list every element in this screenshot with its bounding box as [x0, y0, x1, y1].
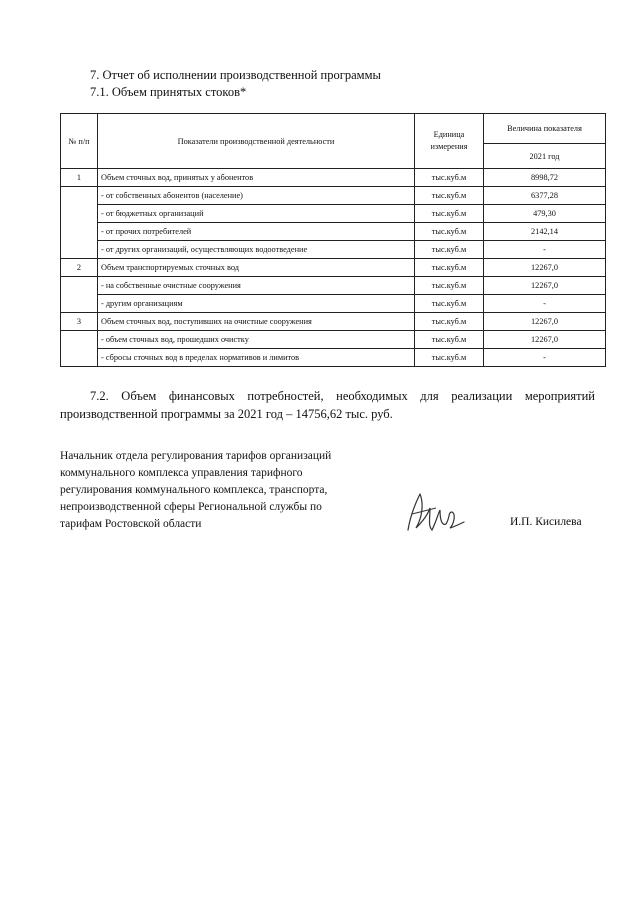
position-line: коммунального комплекса управления тарифного: [60, 467, 303, 479]
finance-paragraph: 7.2. Объем финансовых потребностей, необходимых для реализации мероприятий производственной программы за 2021 год – 14756,62 тыс. руб.: [60, 389, 595, 421]
row-label: - от бюджетных организаций: [98, 205, 415, 223]
row-unit: тыс.куб.м: [415, 169, 484, 187]
row-unit: тыс.куб.м: [415, 205, 484, 223]
table-row: [61, 313, 606, 331]
row-label: Объем сточных вод, поступивших на очистные сооружения: [98, 313, 415, 331]
col-header-value: Величина показателя: [484, 114, 606, 144]
row-label: Объем транспортируемых сточных вод: [98, 259, 415, 277]
row-label: - на собственные очистные сооружения: [98, 277, 415, 295]
table-row: [61, 187, 606, 205]
row-value: -: [484, 349, 606, 367]
row-label: - от других организаций, осуществляющих водоотведение: [98, 241, 415, 259]
row-unit: тыс.куб.м: [415, 187, 484, 205]
row-label: - от собственных абонентов (население): [98, 187, 415, 205]
row-value: 12267,0: [484, 313, 606, 331]
row-value: 6377,28: [484, 187, 606, 205]
table-row: [61, 241, 606, 259]
row-num: [61, 331, 98, 367]
row-label: - от прочих потребителей: [98, 223, 415, 241]
section-title: 7. Отчет об исполнении производственной программы: [90, 68, 381, 82]
row-num: [61, 277, 98, 313]
row-value: -: [484, 241, 606, 259]
row-value: 8998,72: [484, 169, 606, 187]
row-unit: тыс.куб.м: [415, 313, 484, 331]
table-row: [61, 277, 606, 295]
row-unit: тыс.куб.м: [415, 295, 484, 313]
table-row: [61, 223, 606, 241]
row-label: Объем сточных вод, принятых у абонентов: [98, 169, 415, 187]
row-unit: тыс.куб.м: [415, 349, 484, 367]
col-header-num: № п/п: [61, 114, 98, 169]
row-label: - объем сточных вод, прошедших очистку: [98, 331, 415, 349]
table-row: [61, 349, 606, 367]
row-value: -: [484, 295, 606, 313]
row-value: 12267,0: [484, 331, 606, 349]
row-unit: тыс.куб.м: [415, 331, 484, 349]
signature-image: [402, 484, 466, 536]
row-unit: тыс.куб.м: [415, 277, 484, 295]
position-line: тарифам Ростовской области: [60, 518, 202, 530]
row-unit: тыс.куб.м: [415, 223, 484, 241]
col-header-unit: Единица измерения: [415, 114, 484, 169]
row-value: 12267,0: [484, 277, 606, 295]
table-row: [61, 259, 606, 277]
row-unit: тыс.куб.м: [415, 241, 484, 259]
row-value: 479,30: [484, 205, 606, 223]
section-subtitle: 7.1. Объем принятых стоков*: [90, 85, 247, 99]
position-line: Начальник отдела регулирования тарифов организаций: [60, 450, 332, 462]
row-num: [61, 187, 98, 259]
table-row: [61, 205, 606, 223]
row-value: 12267,0: [484, 259, 606, 277]
row-value: 2142,14: [484, 223, 606, 241]
position-line: регулирования коммунального комплекса, транспорта,: [60, 484, 328, 496]
table-row: [61, 295, 606, 313]
col-header-indicator: Показатели производственной деятельности: [98, 114, 415, 169]
table-row: [61, 331, 606, 349]
row-num: 3: [61, 313, 98, 331]
row-num: 2: [61, 259, 98, 277]
intake-table: [60, 113, 606, 367]
signatory-name: И.П. Кисилева: [510, 516, 582, 528]
table-row: [61, 169, 606, 187]
row-label: - сбросы сточных вод в пределах нормативов и лимитов: [98, 349, 415, 367]
row-label: - другим организациям: [98, 295, 415, 313]
position-line: непроизводственной сферы Региональной службы по: [60, 501, 322, 513]
row-unit: тыс.куб.м: [415, 259, 484, 277]
col-header-year: 2021 год: [484, 144, 606, 169]
signatory-position: [60, 448, 390, 533]
row-num: 1: [61, 169, 98, 187]
